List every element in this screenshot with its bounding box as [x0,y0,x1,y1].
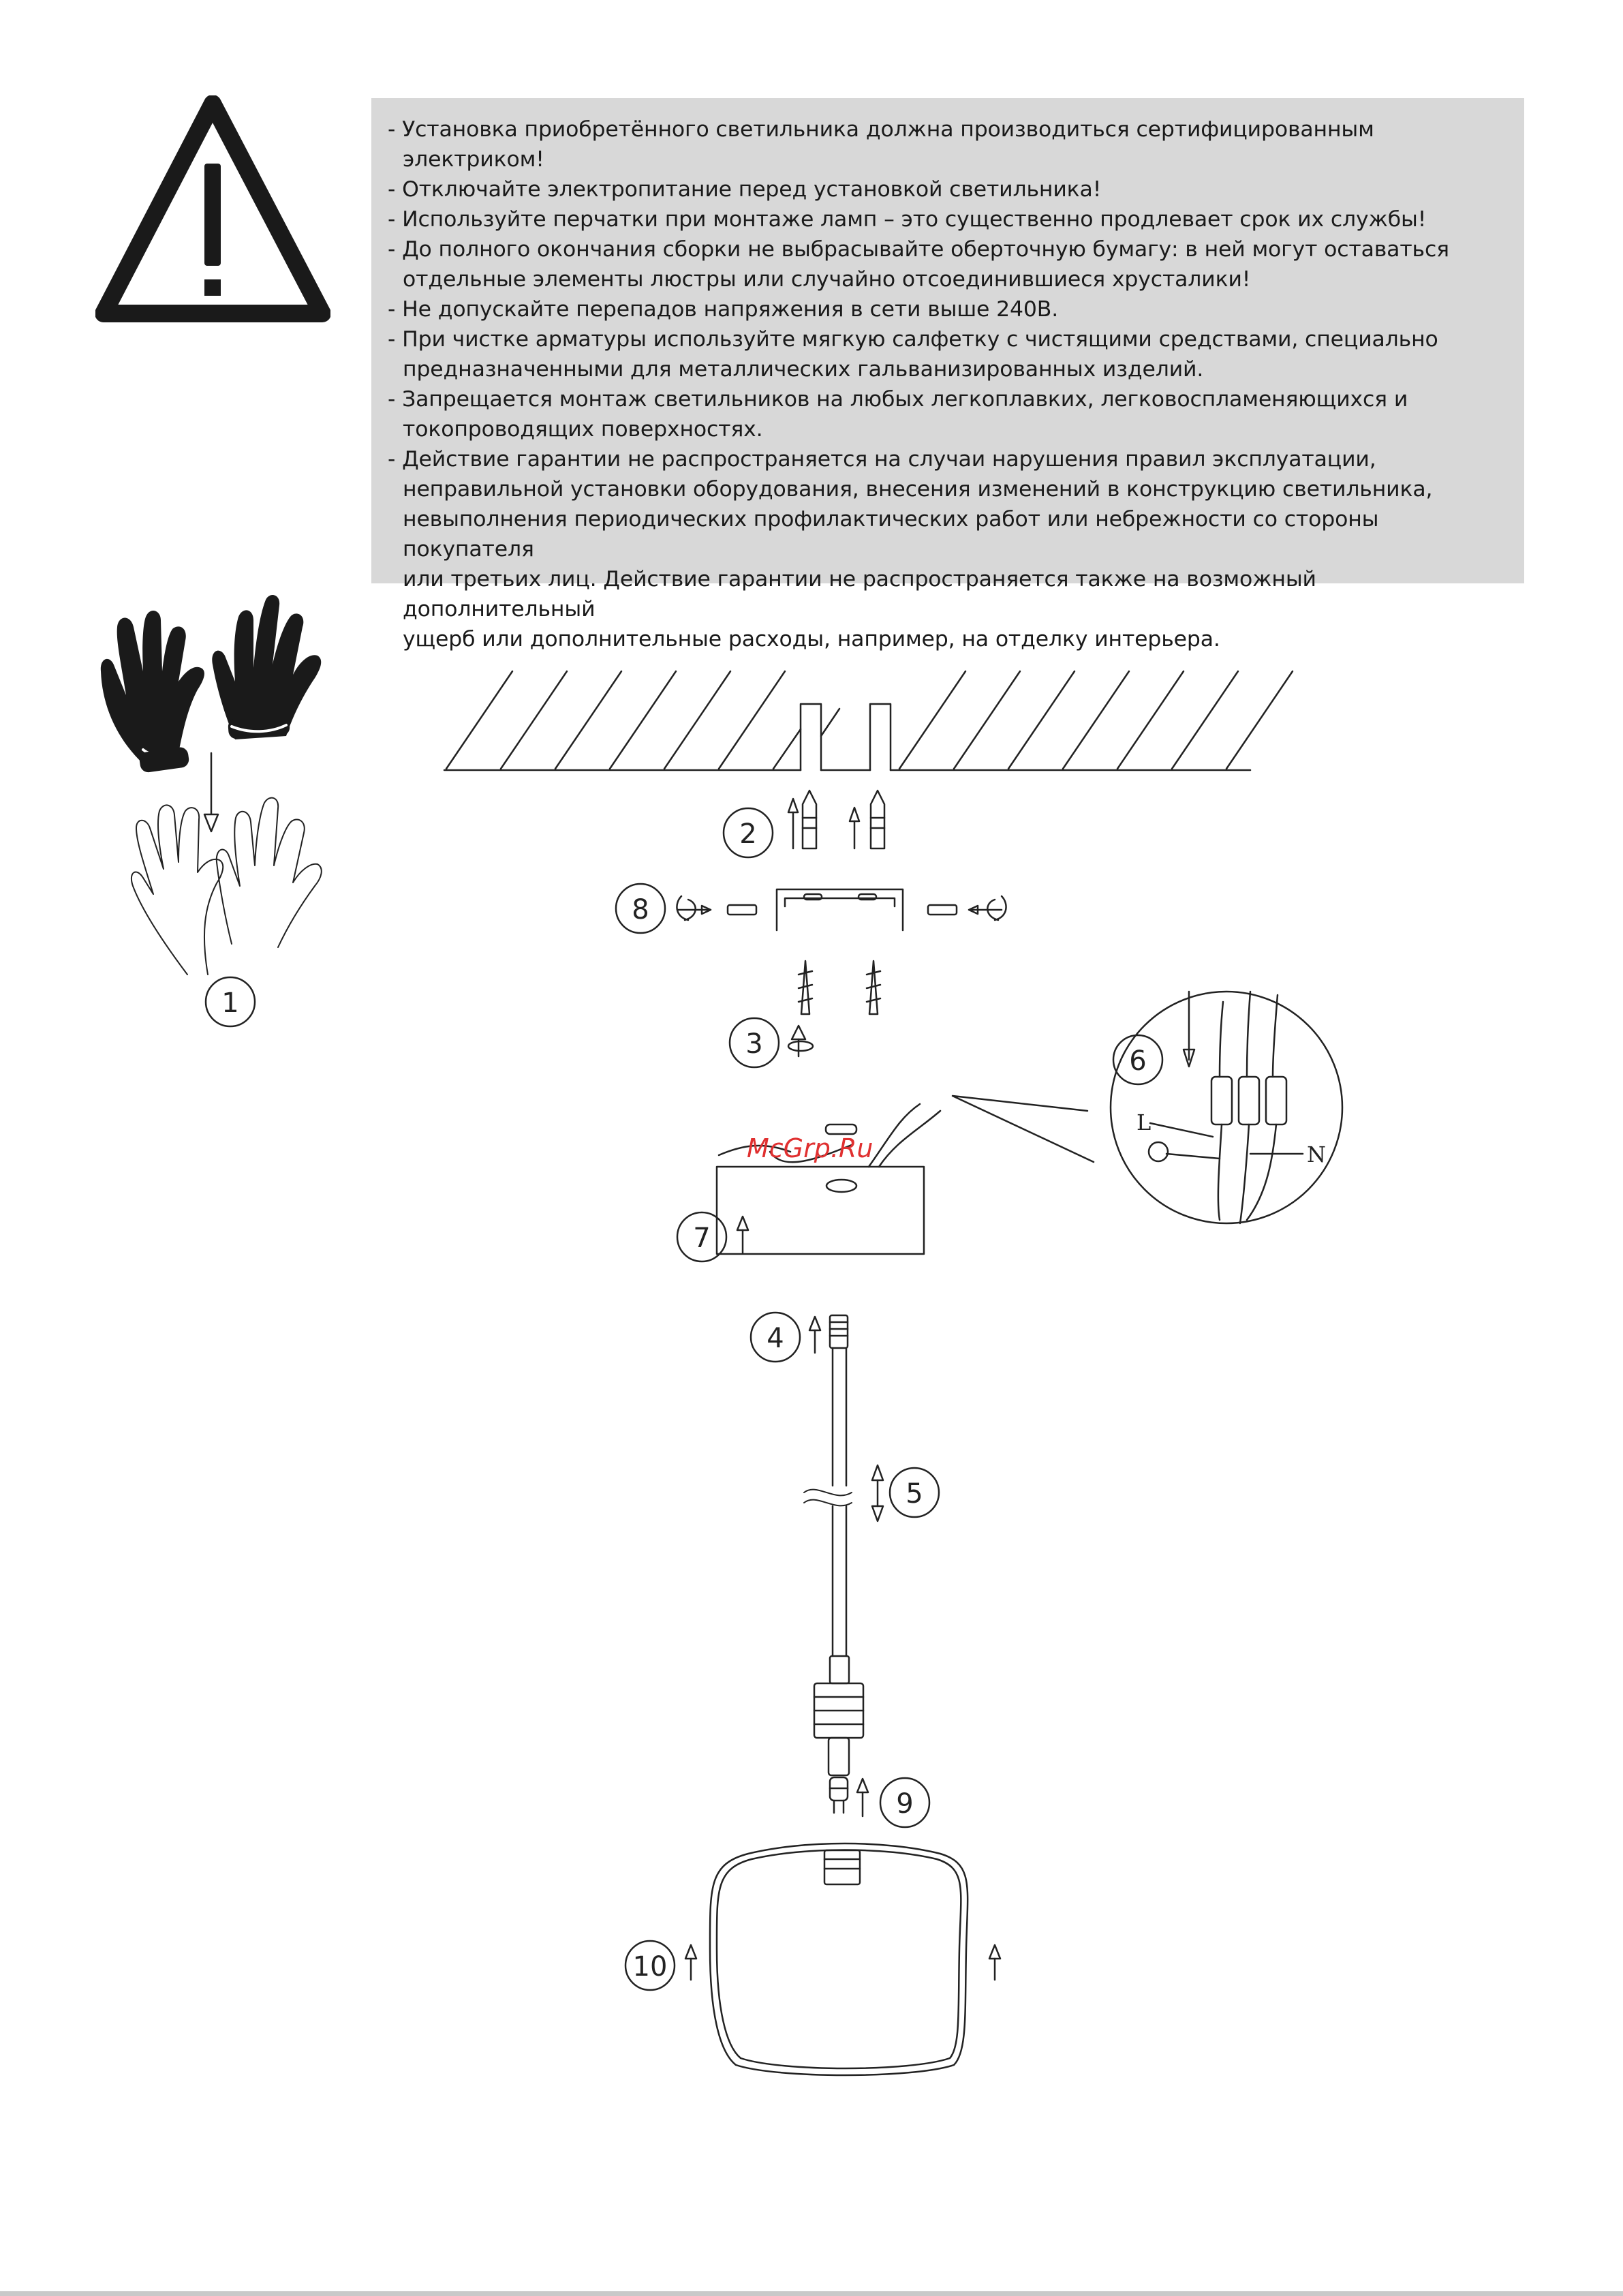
callout-pointer [953,1096,1094,1162]
notice-item: - Действие гарантии не распространяется на случаи нарушения правил эксплуатации, неправильной установки оборудования, внесения изменений в конструкцию светильника, невыполнения периодических профилактических работ или небрежности со стороны покупателя или третьих лиц. Действие гарантии не распространяется также на возможный дополнительный ущерб или дополнительные расходы, например, на отделку интерьера. [388,447,1433,652]
gloves-icon [101,595,321,774]
step-2-label: 2 [739,818,757,850]
up-arrow-icon [857,1779,868,1816]
step-6-label: 6 [1129,1045,1147,1077]
notice-item: - Установка приобретённого светильника должна производиться сертифицированным электриком! [388,117,1374,172]
up-arrow-icon [809,1317,820,1353]
step-1-label: 1 [221,988,239,1019]
down-arrow-icon [204,753,218,831]
step-3-label: 3 [745,1028,763,1060]
bulb-icon [830,1777,848,1813]
canopy-icon [717,1104,940,1254]
double-arrow-icon [872,1465,883,1521]
notice-item: - До полного окончания сборки не выбрасывайте оберточную бумагу: в ней могут оставаться отдельные элементы люстры или случайно отсоединившиеся хрусталики! [388,237,1449,292]
step-4-label: 4 [767,1323,784,1354]
step-7-label: 7 [693,1223,711,1254]
ceiling-icon [444,671,1293,770]
notice-item: - Отключайте электропитание перед установкой светильника! [388,177,1102,202]
live-wire-label: L [1137,1109,1151,1135]
neutral-wire-label: N [1307,1142,1326,1167]
up-arrow-icon [737,1216,748,1253]
notice-item: - При чистке арматуры используйте мягкую салфетку с чистящими средствами, специально предназначенными для металлических гальванизированных изделий. [388,327,1438,382]
mounting-bracket-icon [677,889,1006,930]
notice-item: - Не допускайте перепадов напряжения в сети выше 240В. [388,297,1059,322]
page-bottom-rule [0,2291,1623,2296]
step-8-label: 8 [632,894,649,925]
bare-hands-icon [132,798,322,975]
notice-item: - Запрещается монтаж светильников на любых легкоплавких, легковоспламеняющихся и токопроводящих поверхностях. [388,387,1408,442]
watermark: McGrp.Ru [747,1133,874,1163]
up-arrow-icon [989,1945,1000,1980]
threaded-nipple-icon [830,1315,848,1348]
step-9-label: 9 [896,1788,914,1820]
lamp-shade-icon [710,1843,968,2075]
notice-item: - Используйте перчатки при монтаже ламп – это существенно продлевает срок их службы! [388,207,1427,232]
wall-anchor-icon [788,791,884,848]
terminal-block-icon [1149,992,1286,1223]
suspension-rod-icon [804,1348,863,1775]
wiring-detail-circle [1111,992,1342,1223]
step-5-label: 5 [906,1478,923,1510]
arrow-down-icon [1184,992,1194,1067]
up-arrow-icon [685,1945,696,1980]
step-10-label: 10 [632,1951,668,1983]
screw-icon [788,961,880,1056]
